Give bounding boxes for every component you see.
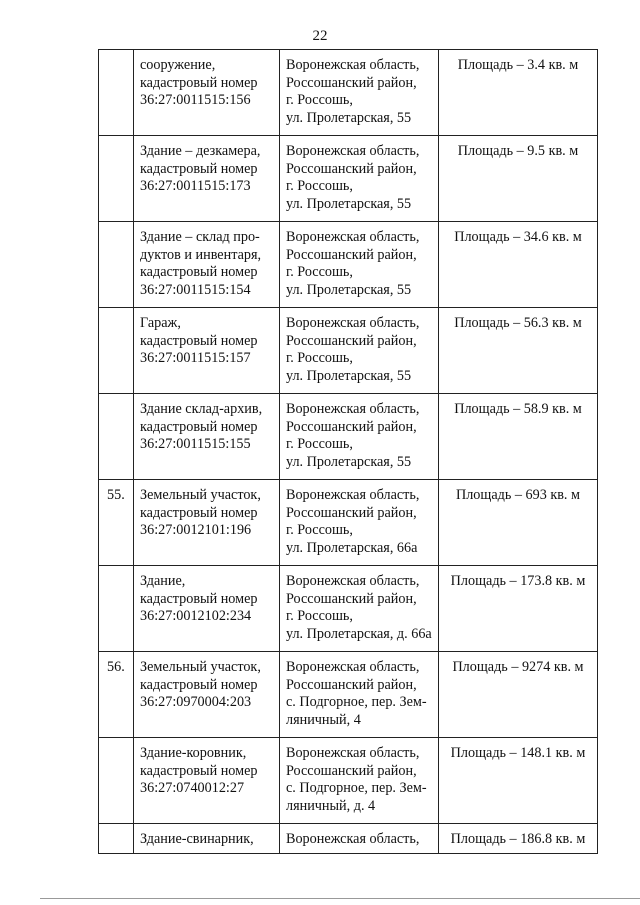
object-description: Здание – дезкамера, кадастровый номер 36:27:0011515:173 <box>134 136 280 222</box>
object-description: Здание-коровник, кадастровый номер 36:27:0740012:27 <box>134 738 280 824</box>
object-address: Воронежская область, Россошанский район, г. Россошь, ул. Пролетарская, 66а <box>280 480 439 566</box>
table-row <box>99 566 598 652</box>
row-number <box>99 566 134 652</box>
object-address: Воронежская область, Россошанский район, с. Подгорное, пер. Зем- ляничный, д. 4 <box>280 738 439 824</box>
row-number <box>99 222 134 308</box>
object-address: Воронежская область, <box>280 824 439 854</box>
table-row <box>99 824 598 854</box>
table-row <box>99 136 598 222</box>
row-number <box>99 50 134 136</box>
object-area: Площадь – 148.1 кв. м <box>439 738 598 824</box>
table-row <box>99 652 598 738</box>
object-address: Воронежская область, Россошанский район, с. Подгорное, пер. Зем- ляничный, 4 <box>280 652 439 738</box>
object-address: Воронежская область, Россошанский район, г. Россошь, ул. Пролетарская, 55 <box>280 50 439 136</box>
object-description: Здание склад-архив, кадастровый номер 36:27:0011515:155 <box>134 394 280 480</box>
table-row <box>99 394 598 480</box>
object-description: сооружение, кадастровый номер 36:27:0011515:156 <box>134 50 280 136</box>
object-description: Здание, кадастровый номер 36:27:0012102:234 <box>134 566 280 652</box>
page-number: 22 <box>312 28 328 44</box>
row-number <box>99 824 134 854</box>
row-number <box>99 394 134 480</box>
object-area: Площадь – 58.9 кв. м <box>439 394 598 480</box>
row-number: 55. <box>99 480 134 566</box>
object-description: Земельный участок, кадастровый номер 36:27:0012101:196 <box>134 480 280 566</box>
row-number <box>99 738 134 824</box>
object-address: Воронежская область, Россошанский район, г. Россошь, ул. Пролетарская, 55 <box>280 136 439 222</box>
table-row <box>99 222 598 308</box>
property-registry-table <box>98 49 598 854</box>
object-area: Площадь – 9.5 кв. м <box>439 136 598 222</box>
row-number <box>99 308 134 394</box>
object-area: Площадь – 34.6 кв. м <box>439 222 598 308</box>
object-area: Площадь – 9274 кв. м <box>439 652 598 738</box>
object-address: Воронежская область, Россошанский район, г. Россошь, ул. Пролетарская, 55 <box>280 308 439 394</box>
object-description: Здание-свинарник, <box>134 824 280 854</box>
row-number: 56. <box>99 652 134 738</box>
object-area: Площадь – 186.8 кв. м <box>439 824 598 854</box>
page-bottom-divider <box>40 898 640 899</box>
table-row <box>99 308 598 394</box>
object-address: Воронежская область, Россошанский район, г. Россошь, ул. Пролетарская, 55 <box>280 222 439 308</box>
object-area: Площадь – 693 кв. м <box>439 480 598 566</box>
row-number <box>99 136 134 222</box>
object-description: Земельный участок, кадастровый номер 36:27:0970004:203 <box>134 652 280 738</box>
table-row <box>99 50 598 136</box>
object-area: Площадь – 56.3 кв. м <box>439 308 598 394</box>
table-row <box>99 480 598 566</box>
object-area: Площадь – 173.8 кв. м <box>439 566 598 652</box>
object-description: Здание – склад про- дуктов и инвентаря, кадастровый номер 36:27:0011515:154 <box>134 222 280 308</box>
object-address: Воронежская область, Россошанский район, г. Россошь, ул. Пролетарская, 55 <box>280 394 439 480</box>
table-row <box>99 738 598 824</box>
object-address: Воронежская область, Россошанский район, г. Россошь, ул. Пролетарская, д. 66а <box>280 566 439 652</box>
object-description: Гараж, кадастровый номер 36:27:0011515:157 <box>134 308 280 394</box>
object-area: Площадь – 3.4 кв. м <box>439 50 598 136</box>
